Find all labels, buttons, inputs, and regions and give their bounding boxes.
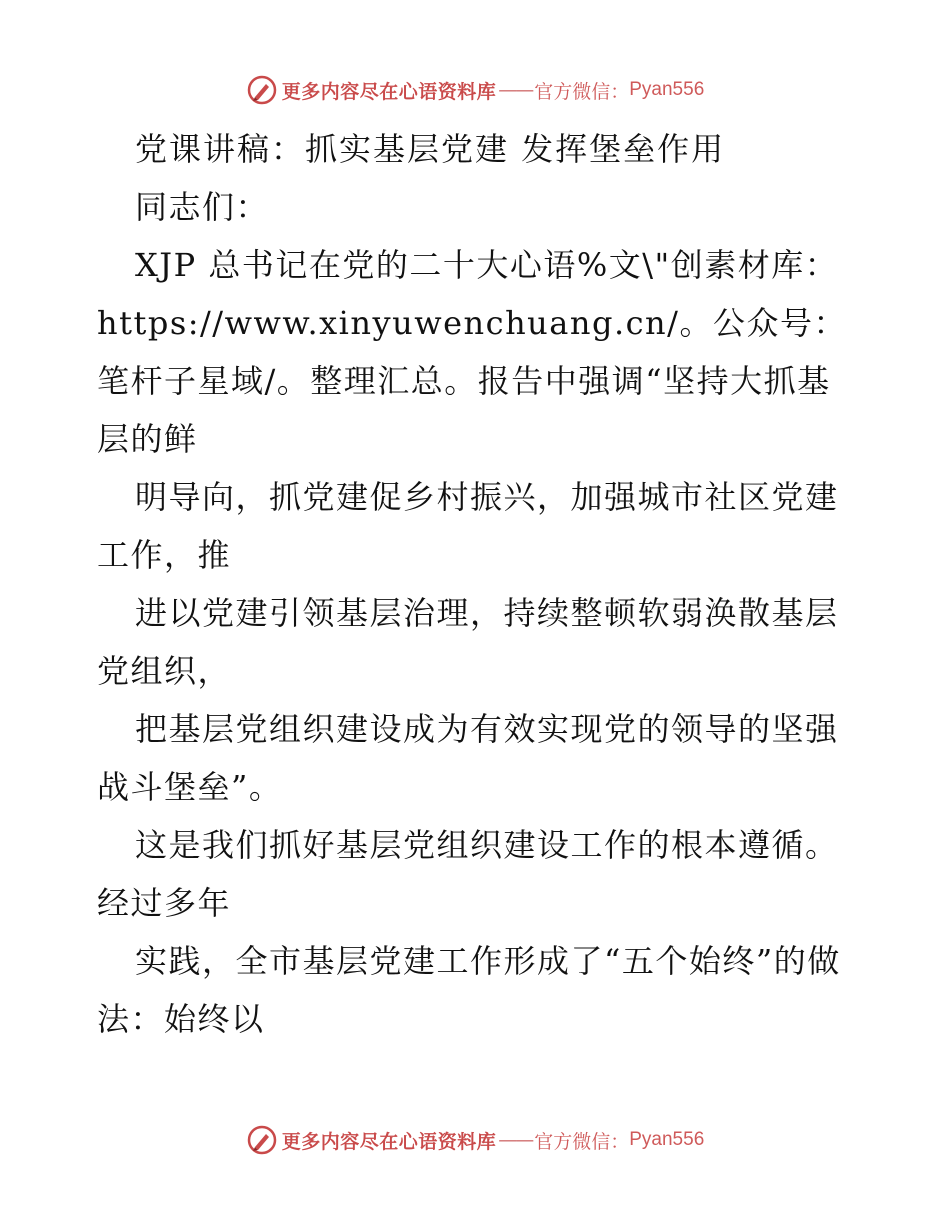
banner-brand: 更多内容尽在心语资料库 [281, 1130, 497, 1153]
banner-wechat-id: Pyan556 [629, 1129, 705, 1150]
document-title: 党课讲稿：抓实基层党建 发挥堡垒作用 [135, 130, 726, 168]
paragraph: 这是我们抓好基层党组织建设工作的根本遵循。经过多年 [97, 826, 839, 922]
banner-wechat-label: 官方微信： [534, 80, 630, 103]
banner-wechat-id: Pyan556 [629, 79, 705, 100]
banner-wechat-label: 官方微信： [534, 1130, 630, 1153]
banner-dash: —— [498, 1129, 533, 1151]
banner-brand: 更多内容尽在心语资料库 [281, 80, 497, 103]
document-body [97, 120, 857, 1048]
banner-dash: —— [498, 79, 533, 101]
paragraph: 进以党建引领基层治理，持续整顿软弱涣散基层党组织， [97, 594, 839, 690]
pen-logo-icon [246, 74, 278, 106]
document-greeting: 同志们： [135, 188, 270, 226]
paragraph: 把基层党组织建设成为有效实现党的领导的坚强战斗堡垒”。 [97, 710, 839, 806]
paragraph: 实践，全市基层党建工作形成了“五个始终”的做法：始终以 [97, 942, 841, 1038]
paragraph: XJP 总书记在党的二十大心语%文\"创素材库：https://www.xinyuwenchuang.cn/。公众号：笔杆子星域/。整理汇总。报告中强调“坚持大抓基层的鲜 [97, 246, 847, 458]
header-banner [0, 70, 950, 110]
footer-banner [0, 1120, 950, 1160]
paragraph: 明导向，抓党建促乡村振兴，加强城市社区党建工作，推 [97, 478, 839, 574]
pen-logo-icon [246, 1124, 278, 1156]
